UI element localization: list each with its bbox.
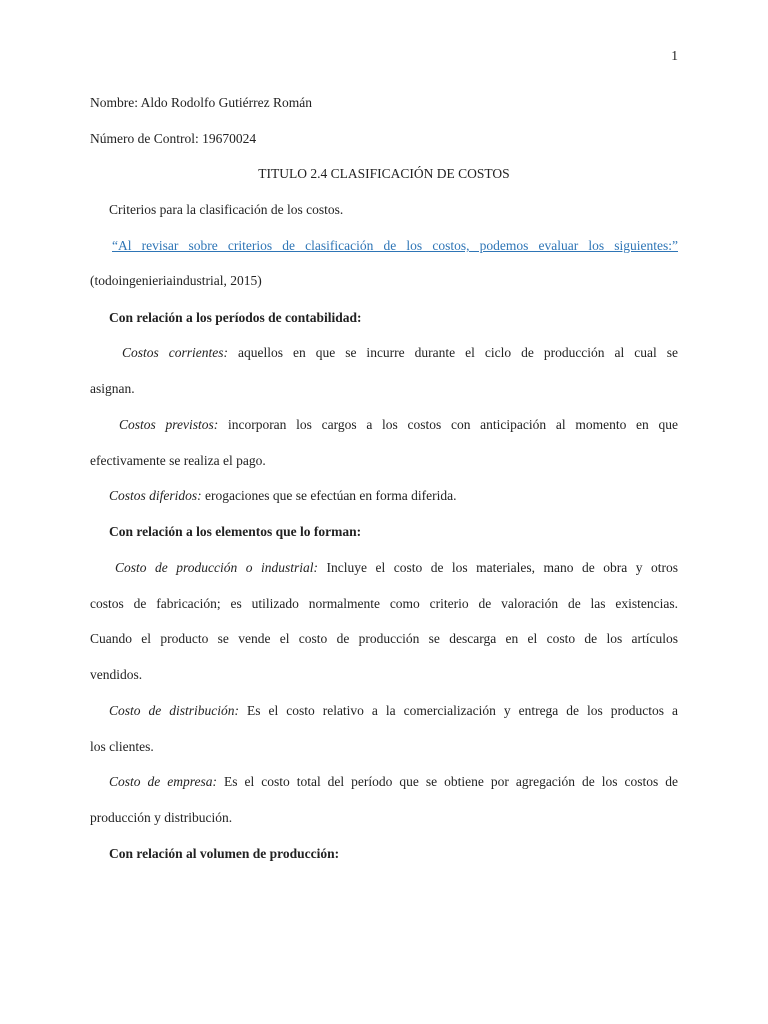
document-title: TITULO 2.4 CLASIFICACIÓN DE COSTOS xyxy=(258,166,510,181)
intro-text: Criterios para la clasificación de los costos. xyxy=(109,202,344,217)
term-costo-empresa: Costo de empresa: xyxy=(109,774,217,789)
paragraph-continuation: los clientes. xyxy=(90,739,154,754)
student-name: Nombre: Aldo Rodolfo Gutiérrez Román xyxy=(90,95,312,110)
term-costos-previstos: Costos previstos: xyxy=(119,417,219,432)
quote-link[interactable]: “Al revisar sobre criterios de clasificación de los costos, podemos evaluar los siguientes:” xyxy=(112,238,678,253)
term-costos-corrientes: Costos corrientes: xyxy=(122,345,228,360)
page-number: 1 xyxy=(671,48,678,63)
paragraph-continuation: Cuando el producto se vende el costo de producción se descarga en el costo de los artículos xyxy=(90,631,678,646)
paragraph-costo-produccion xyxy=(90,560,678,576)
section-heading-volumen xyxy=(90,846,678,862)
paragraph-continuation: costos de fabricación; es utilizado normalmente como criterio de valoración de las existencias. xyxy=(90,596,678,611)
paragraph-costos-diferidos xyxy=(90,488,678,504)
quote-paragraph xyxy=(90,238,678,254)
paragraph-costos-corrientes xyxy=(90,345,678,361)
section-heading-periodos xyxy=(90,310,678,326)
term-costo-distribucion: Costo de distribución: xyxy=(109,703,239,718)
term-costo-produccion: Costo de producción o industrial: xyxy=(115,560,318,575)
paragraph-costo-distribucion xyxy=(90,703,678,719)
paragraph-continuation: asignan. xyxy=(90,381,135,396)
paragraph-text: aquellos en que se incurre durante el ciclo de producción al cual se xyxy=(238,345,679,360)
heading-text: Con relación a los elementos que lo forman: xyxy=(109,524,362,539)
control-number: Número de Control: 19670024 xyxy=(90,131,257,146)
paragraph-costo-empresa xyxy=(90,774,678,790)
paragraph-continuation: vendidos. xyxy=(90,667,143,682)
heading-text: Con relación al volumen de producción: xyxy=(109,846,340,861)
section-heading-elementos xyxy=(90,524,678,540)
heading-text: Con relación a los períodos de contabilidad: xyxy=(109,310,362,325)
paragraph-continuation: efectivamente se realiza el pago. xyxy=(90,453,266,468)
paragraph-text: Incluye el costo de los materiales, mano de obra y otros xyxy=(326,560,678,575)
paragraph-costos-previstos xyxy=(90,417,678,433)
paragraph-text: incorporan los cargos a los costos con anticipación al momento en que xyxy=(227,417,678,432)
paragraph-text: Es el costo total del período que se obtiene por agregación de los costos de xyxy=(223,774,679,789)
term-costos-diferidos: Costos diferidos: xyxy=(109,488,202,503)
paragraph-continuation: producción y distribución. xyxy=(90,810,233,825)
paragraph-text: erogaciones que se efectúan en forma diferida. xyxy=(205,488,457,503)
citation: (todoingenieriaindustrial, 2015) xyxy=(90,273,262,288)
paragraph-text: Es el costo relativo a la comercialización y entrega de los productos a xyxy=(246,703,678,718)
